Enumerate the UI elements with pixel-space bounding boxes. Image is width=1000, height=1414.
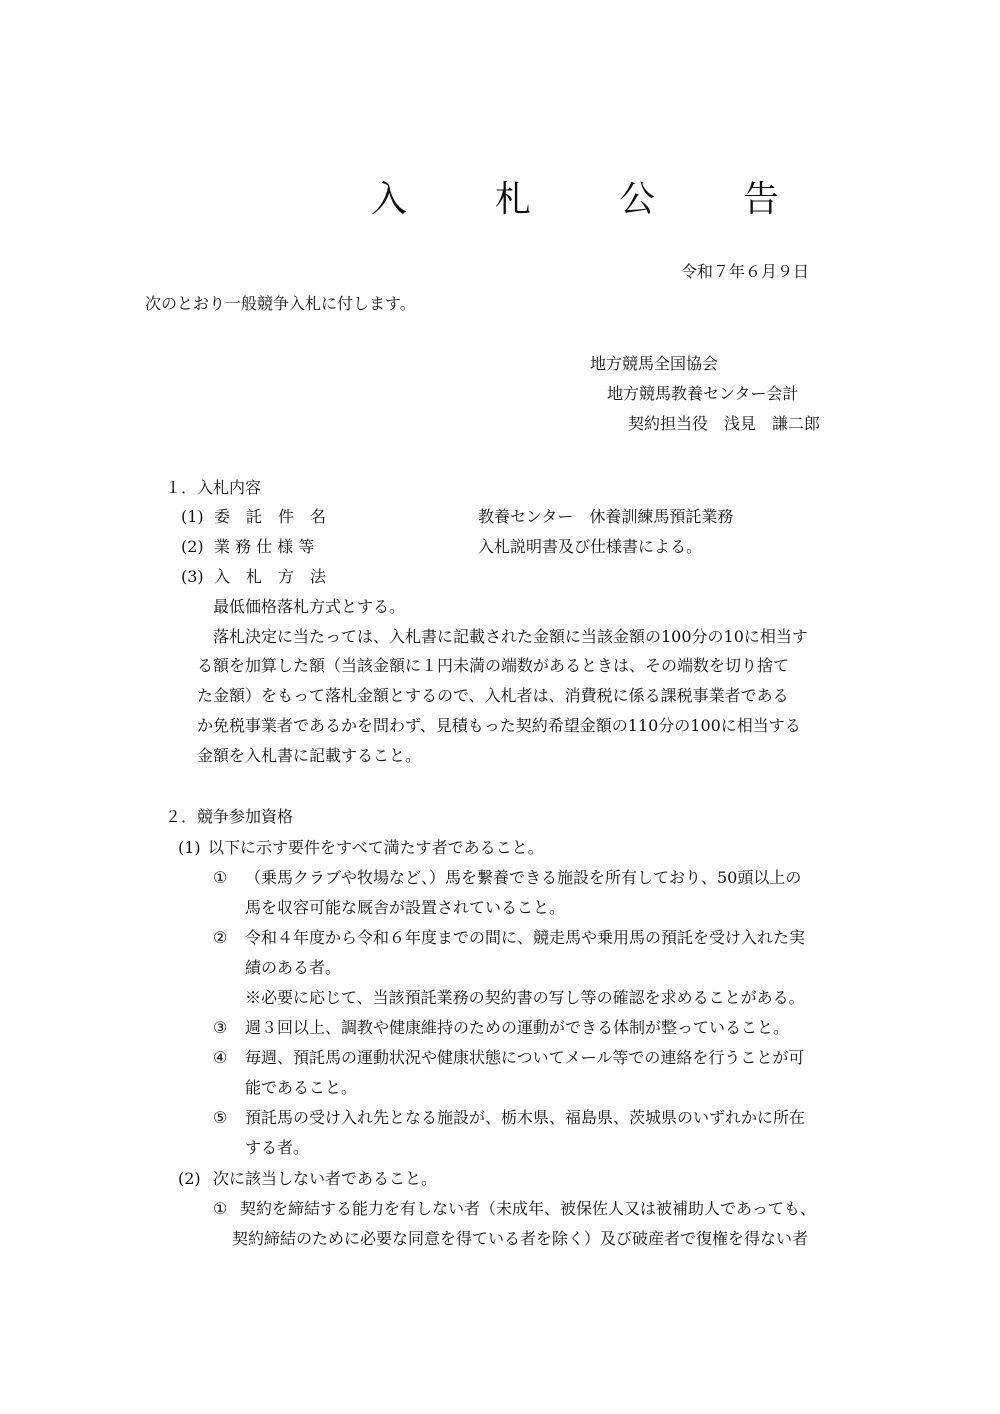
item-label: 委 託 件 名 <box>214 507 327 526</box>
issue-date: 令和７年６月９日 <box>681 262 810 281</box>
list-marker: ① <box>213 1199 228 1218</box>
issuer-org: 地方競馬全国協会 <box>590 354 719 373</box>
list-item-line: 能であること。 <box>245 1078 358 1097</box>
list-item-line: 令和４年度から令和６年度までの間に、競走馬や乗用馬の預託を受け入れた実 <box>245 928 806 947</box>
paragraph-line: か免税事業者であるかを問わず、見積もった契約希望金額の110分の100に相当する <box>197 716 801 735</box>
subsection-text: 次に該当しない者であること。 <box>213 1169 438 1188</box>
list-item-line: 預託馬の受け入れ先となる施設が、栃木県、福島県、茨城県のいずれかに所在 <box>245 1108 806 1127</box>
list-item-line: 毎週、預託馬の運動状況や健康状態についてメール等での連絡を行うことが可 <box>245 1048 805 1067</box>
item-number: (1) <box>181 507 204 526</box>
list-marker: ② <box>213 928 228 947</box>
list-item-line: 契約を締結する能力を有しない者（未成年、被保佐人又は被補助人であっても、 <box>240 1199 816 1218</box>
item-number: (3) <box>181 567 204 586</box>
list-item-line: 契約締結のために必要な同意を得ている者を除く）及び破産者で復権を得ない者 <box>232 1229 809 1248</box>
section-2-heading: ２．競争参加資格 <box>165 807 294 826</box>
list-item-note: ※必要に応じて、当該預託業務の契約書の写し等の確認を求めることがある。 <box>245 988 805 1007</box>
paragraph-line: 落札決定に当たっては、入札書に記載された金額に当該金額の100分の10に相当す <box>213 627 808 646</box>
intro-text: 次のとおり一般競争入札に付します。 <box>145 294 416 313</box>
list-marker: ① <box>213 868 228 887</box>
issuer-officer: 契約担当役 浅見 謙二郎 <box>628 414 821 433</box>
list-item-line: 績のある者。 <box>245 958 342 977</box>
paragraph-line: 金額を入札書に記載すること。 <box>197 746 422 765</box>
section-1-heading: １．入札内容 <box>165 478 262 497</box>
paragraph-line: る額を加算した額（当該金額に１円未満の端数があるときは、その端数を切り捨て <box>197 656 790 675</box>
list-marker: ⑤ <box>213 1108 228 1127</box>
list-item-line: する者。 <box>245 1138 310 1157</box>
subsection-number: (1) <box>178 838 201 857</box>
issuer-dept: 地方競馬教養センター会計 <box>607 384 799 403</box>
item-number: (2) <box>181 537 204 556</box>
item-value: 入札説明書及び仕様書による。 <box>478 537 703 556</box>
list-item-line: 馬を収容可能な厩舎が設置されていること。 <box>245 898 566 917</box>
list-marker: ④ <box>213 1048 228 1067</box>
list-marker: ③ <box>213 1018 228 1037</box>
subsection-text: 以下に示す要件をすべて満たす者であること。 <box>208 838 544 857</box>
item-value: 教養センター 休養訓練馬預託業務 <box>478 507 734 526</box>
list-item-line: 週３回以上、調教や健康維持のための運動ができる体制が整っていること。 <box>245 1018 790 1037</box>
paragraph-line: 最低価格落札方式とする。 <box>213 597 406 616</box>
subsection-number: (2) <box>178 1169 201 1188</box>
item-label: 入 札 方 法 <box>214 567 327 586</box>
page-title: 入 札 公 告 <box>371 179 806 220</box>
paragraph-line: た金額）をもって落札金額とするので、入札者は、消費税に係る課税事業者である <box>197 686 789 705</box>
item-label: 業 務 仕 様 等 <box>214 537 315 556</box>
list-item-line: （乗馬クラブや牧場など、）馬を繋養できる施設を所有しており、50頭以上の <box>245 868 802 887</box>
